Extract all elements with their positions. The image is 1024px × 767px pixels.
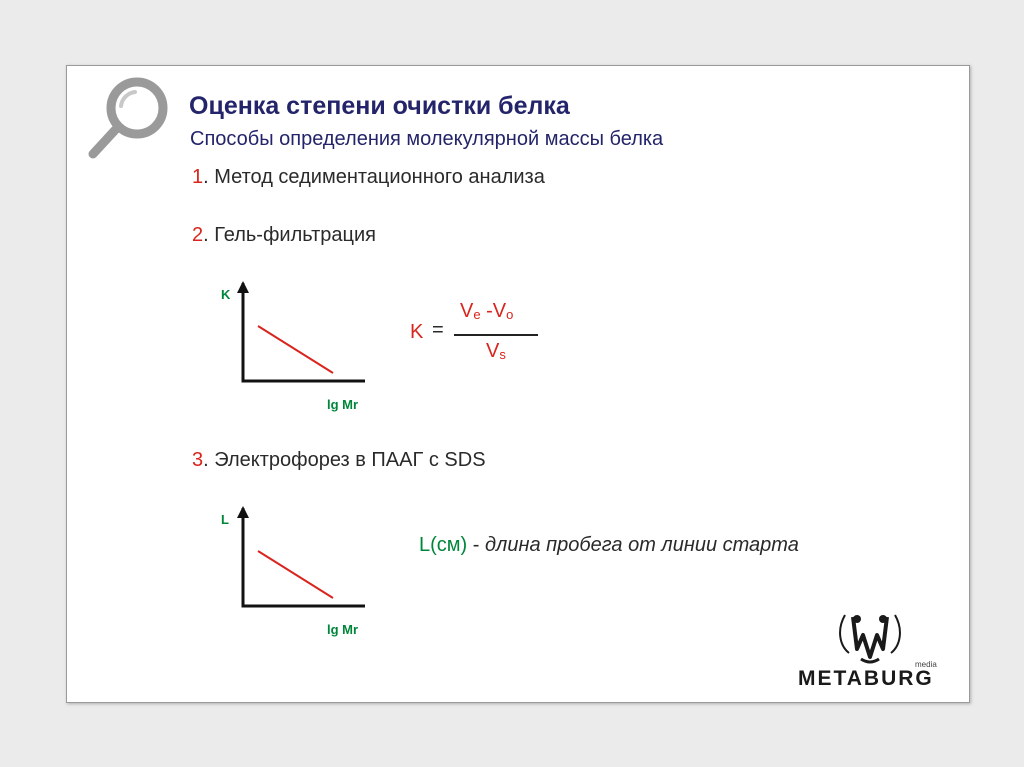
series-line <box>258 326 333 373</box>
definition-l <box>419 534 799 557</box>
y-axis-arrow <box>237 281 249 293</box>
formula-k <box>410 296 550 376</box>
item-text: . Гель-фильтрация <box>203 224 376 246</box>
formula-sub-e: e <box>473 307 481 322</box>
item-number: 1 <box>192 166 204 188</box>
formula-numerator <box>460 300 513 323</box>
item-text: . Электрофорез в ПААГ с SDS <box>203 449 486 471</box>
plot-l-vs-lgmr <box>207 496 407 646</box>
y-axis-label: L <box>221 512 229 527</box>
formula-vs: V <box>486 340 500 362</box>
metaburg-logo-icon <box>835 609 905 667</box>
formula-ve: V <box>460 300 474 322</box>
definition-text: длина пробега от линии старта <box>484 534 799 556</box>
definition-symbol: L <box>419 534 431 556</box>
formula-lhs: K <box>410 321 424 343</box>
formula-equals: = <box>432 319 444 341</box>
page-subtitle: Способы определения молекулярной массы белка <box>190 128 664 150</box>
logo-brand: METABURG <box>798 667 934 690</box>
formula-sub-s: s <box>499 347 506 362</box>
definition-unit: (см) <box>430 534 468 556</box>
series-line <box>258 551 333 598</box>
page-title: Оценка степени очистки белка <box>189 92 570 120</box>
formula-sub-o: o <box>506 307 514 322</box>
y-axis-label: K <box>221 287 231 302</box>
plot-k-vs-lgmr <box>207 271 407 421</box>
slide <box>66 65 970 703</box>
logo-tag: media <box>915 660 937 669</box>
item-text: . Метод седиментационного анализа <box>203 166 545 188</box>
magnifier-icon <box>77 74 177 162</box>
y-axis-arrow <box>237 506 249 518</box>
definition-dash: - <box>467 534 485 556</box>
formula-denominator <box>486 340 506 363</box>
list-item-electrophoresis <box>192 449 486 472</box>
formula-minus-vo: -V <box>480 300 507 322</box>
item-number: 2 <box>192 224 204 246</box>
fraction-bar <box>454 334 538 336</box>
x-axis-label: lg Mr <box>327 397 359 412</box>
list-item-sedimentation <box>192 166 545 189</box>
item-number: 3 <box>192 449 204 471</box>
list-item-gel-filtration <box>192 224 376 247</box>
x-axis-label: lg Mr <box>327 622 359 637</box>
